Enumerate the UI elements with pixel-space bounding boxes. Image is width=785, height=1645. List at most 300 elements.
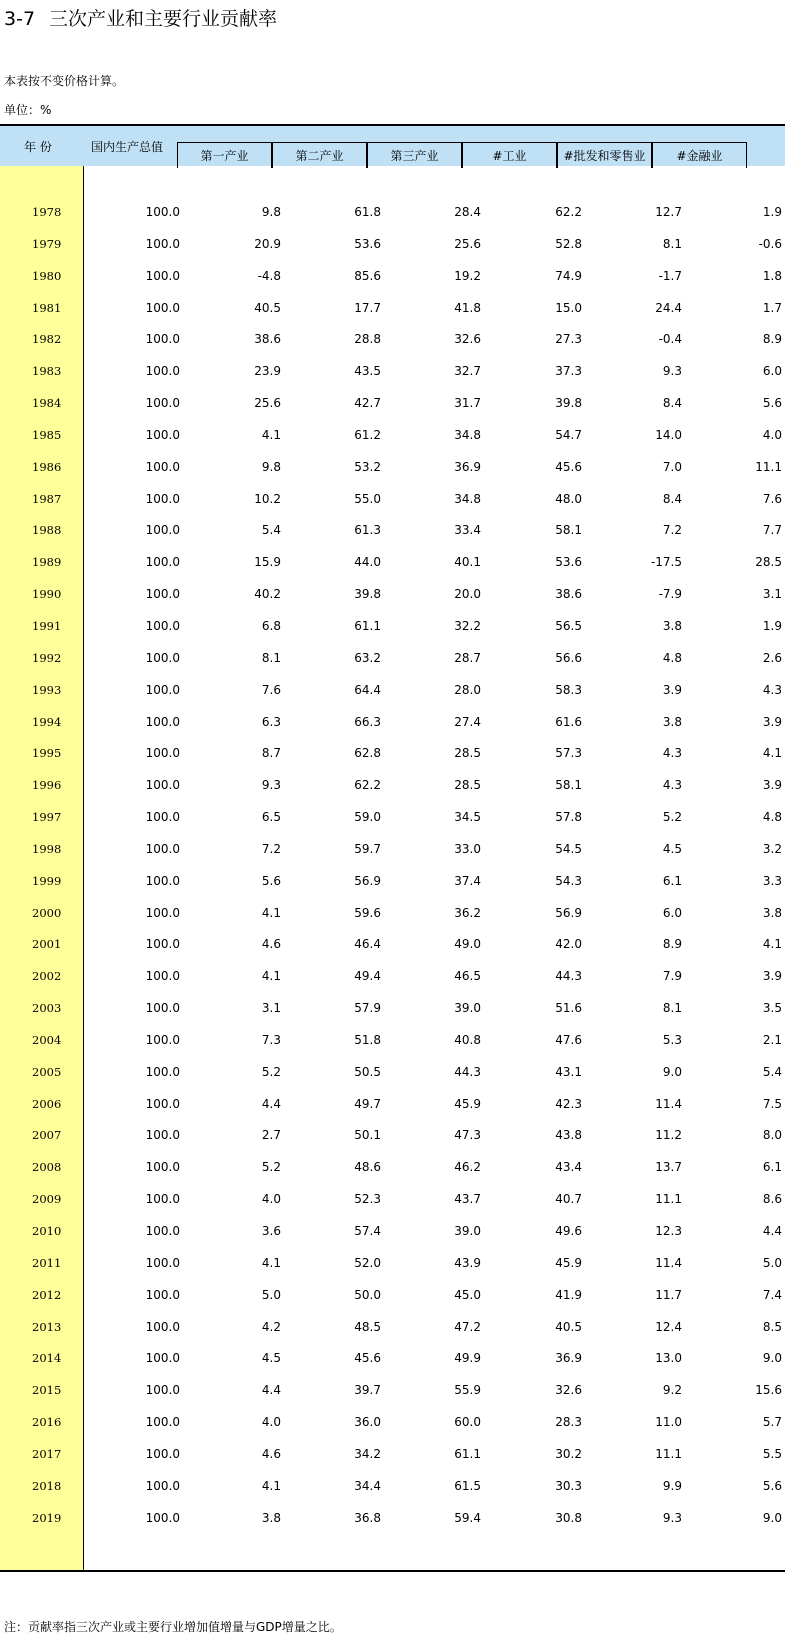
cell-industry: 15.0 (555, 300, 582, 315)
cell-finance: 4.4 (762, 1224, 782, 1238)
table-row (0, 651, 785, 683)
cell-wholesale: 9.3 (662, 1510, 682, 1525)
cell-wholesale: 3.8 (662, 618, 682, 633)
cell-finance: 7.7 (762, 523, 782, 538)
cell-finance: 9.0 (762, 1351, 782, 1366)
cell-industry: 54.3 (555, 873, 582, 888)
table-row (0, 1383, 785, 1415)
cell-gdp: 100.0 (145, 1064, 180, 1079)
cell-primary: 4.1 (261, 969, 281, 984)
cell-industry: 42.3 (555, 1096, 582, 1111)
cell-industry: 38.6 (555, 587, 582, 602)
cell-primary: 4.6 (261, 1446, 281, 1461)
cell-industry: 39.8 (555, 396, 582, 411)
cell-tertiary: 34.8 (454, 491, 481, 506)
cell-secondary: 50.1 (354, 1128, 381, 1143)
page-title (4, 4, 277, 31)
cell-year: 2010 (32, 1224, 62, 1238)
cell-wholesale: 12.3 (655, 1224, 682, 1238)
table-row (0, 778, 785, 810)
cell-tertiary: 44.3 (454, 1064, 481, 1079)
cell-wholesale: 7.0 (662, 459, 682, 474)
cell-year: 2009 (32, 1192, 62, 1207)
cell-gdp: 100.0 (145, 1383, 180, 1398)
cell-primary: 4.4 (261, 1383, 281, 1398)
cell-gdp: 100.0 (145, 810, 180, 825)
cell-finance: 11.1 (755, 459, 782, 474)
cell-year: 2014 (32, 1351, 62, 1366)
cell-secondary: 59.0 (354, 810, 381, 825)
table-row (0, 269, 785, 301)
header-industry: #工业 (462, 142, 557, 168)
cell-finance: 1.9 (762, 618, 782, 633)
cell-wholesale: 4.8 (662, 650, 682, 665)
table-row (0, 205, 785, 237)
cell-finance: 3.2 (762, 841, 782, 856)
table-row (0, 1256, 785, 1288)
header-primary: 第一产业 (177, 142, 272, 168)
cell-primary: 4.1 (261, 1255, 281, 1270)
cell-wholesale: 11.1 (655, 1446, 682, 1461)
table-row (0, 428, 785, 460)
cell-year: 1981 (32, 300, 62, 315)
table-row (0, 906, 785, 938)
cell-industry: 45.6 (555, 459, 582, 474)
cell-secondary: 55.0 (354, 491, 381, 506)
cell-industry: 62.2 (555, 205, 582, 219)
cell-gdp: 100.0 (145, 1096, 180, 1111)
cell-wholesale: 11.4 (655, 1096, 682, 1111)
cell-gdp: 100.0 (145, 905, 180, 920)
cell-tertiary: 33.0 (454, 841, 481, 856)
cell-primary: 25.6 (254, 396, 281, 411)
cell-industry: 42.0 (555, 937, 582, 952)
table-row (0, 683, 785, 715)
cell-finance: 15.6 (755, 1383, 782, 1398)
table-row (0, 715, 785, 747)
cell-primary: 4.1 (261, 905, 281, 920)
cell-year: 1997 (32, 810, 62, 825)
cell-gdp: 100.0 (145, 682, 180, 697)
cell-finance: 6.1 (762, 1160, 782, 1175)
cell-wholesale: 3.8 (662, 714, 682, 729)
cell-finance: 3.8 (762, 905, 782, 920)
cell-year: 2002 (32, 969, 62, 984)
cell-finance: 6.0 (762, 364, 782, 379)
cell-primary: 3.6 (261, 1224, 281, 1238)
table-body (0, 205, 785, 1542)
cell-wholesale: 9.9 (662, 1478, 682, 1493)
cell-tertiary: 36.9 (454, 459, 481, 474)
cell-primary: 4.0 (261, 1415, 281, 1430)
cell-wholesale: 12.7 (655, 205, 682, 219)
header-year: 年 份 (24, 140, 52, 154)
cell-secondary: 49.4 (354, 969, 381, 984)
cell-primary: 5.2 (261, 1160, 281, 1175)
cell-primary: 9.3 (261, 778, 281, 793)
table-row (0, 587, 785, 619)
cell-primary: 40.5 (254, 300, 281, 315)
cell-gdp: 100.0 (145, 1287, 180, 1302)
cell-primary: 6.8 (261, 618, 281, 633)
table-row (0, 874, 785, 906)
cell-year: 2003 (32, 1001, 62, 1016)
cell-industry: 36.9 (555, 1351, 582, 1366)
cell-primary: 23.9 (254, 364, 281, 379)
table-row (0, 396, 785, 428)
cell-primary: 5.6 (261, 873, 281, 888)
cell-finance: 5.7 (762, 1415, 782, 1430)
cell-year: 1991 (32, 618, 62, 633)
cell-wholesale: 8.1 (662, 236, 682, 251)
cell-year: 2001 (32, 937, 62, 952)
table-row (0, 1128, 785, 1160)
table-row (0, 460, 785, 492)
cell-gdp: 100.0 (145, 1224, 180, 1238)
table-row (0, 1097, 785, 1129)
cell-year: 1982 (32, 332, 62, 347)
cell-secondary: 39.7 (354, 1383, 381, 1398)
cell-wholesale: 5.2 (662, 810, 682, 825)
cell-wholesale: 3.9 (662, 682, 682, 697)
cell-finance: 7.5 (762, 1096, 782, 1111)
table-row (0, 619, 785, 651)
cell-secondary: 36.0 (354, 1415, 381, 1430)
cell-gdp: 100.0 (145, 523, 180, 538)
cell-year: 2007 (32, 1128, 62, 1143)
cell-tertiary: 28.5 (454, 746, 481, 761)
cell-primary: 7.3 (261, 1032, 281, 1047)
cell-gdp: 100.0 (145, 1319, 180, 1334)
table-row (0, 492, 785, 524)
cell-wholesale: 9.2 (662, 1383, 682, 1398)
cell-wholesale: 6.0 (662, 905, 682, 920)
cell-industry: 37.3 (555, 364, 582, 379)
cell-gdp: 100.0 (145, 1192, 180, 1207)
table-row (0, 1288, 785, 1320)
cell-industry: 44.3 (555, 969, 582, 984)
cell-tertiary: 28.4 (454, 205, 481, 219)
cell-secondary: 34.4 (354, 1478, 381, 1493)
cell-year: 1996 (32, 778, 62, 793)
table-row (0, 1224, 785, 1256)
cell-wholesale: -0.4 (658, 332, 682, 347)
cell-industry: 57.8 (555, 810, 582, 825)
cell-wholesale: 11.7 (655, 1287, 682, 1302)
cell-wholesale: 6.1 (662, 873, 682, 888)
cell-secondary: 52.3 (354, 1192, 381, 1207)
cell-secondary: 53.2 (354, 459, 381, 474)
cell-primary: 4.1 (261, 427, 281, 442)
cell-primary: 8.1 (261, 650, 281, 665)
cell-primary: 3.8 (261, 1510, 281, 1525)
cell-primary: 4.6 (261, 937, 281, 952)
cell-gdp: 100.0 (145, 1478, 180, 1493)
cell-industry: 53.6 (555, 555, 582, 570)
table-row (0, 937, 785, 969)
cell-secondary: 61.3 (354, 523, 381, 538)
table-row (0, 746, 785, 778)
cell-gdp: 100.0 (145, 1255, 180, 1270)
cell-year: 2017 (32, 1446, 62, 1461)
cell-finance: 4.0 (762, 427, 782, 442)
cell-year: 2005 (32, 1064, 62, 1079)
cell-wholesale: 4.5 (662, 841, 682, 856)
cell-wholesale: 14.0 (655, 427, 682, 442)
cell-year: 1984 (32, 396, 62, 411)
cell-year: 1978 (32, 205, 62, 219)
cell-secondary: 17.7 (354, 300, 381, 315)
table-row (0, 1479, 785, 1511)
cell-primary: 6.5 (261, 810, 281, 825)
cell-wholesale: 8.4 (662, 396, 682, 411)
cell-wholesale: 11.2 (655, 1128, 682, 1143)
table-row (0, 555, 785, 587)
cell-finance: 1.7 (762, 300, 782, 315)
cell-gdp: 100.0 (145, 969, 180, 984)
table-row (0, 969, 785, 1001)
cell-gdp: 100.0 (145, 618, 180, 633)
cell-secondary: 56.9 (354, 873, 381, 888)
cell-wholesale: 7.2 (662, 523, 682, 538)
cell-wholesale: -17.5 (650, 555, 682, 570)
cell-wholesale: 11.0 (655, 1415, 682, 1430)
header-gdp: 国内生产总值 (91, 140, 164, 154)
cell-wholesale: 4.3 (662, 778, 682, 793)
cell-industry: 43.8 (555, 1128, 582, 1143)
cell-wholesale: -1.7 (658, 268, 682, 283)
cell-tertiary: 25.6 (454, 236, 481, 251)
table-row (0, 301, 785, 333)
footnote: 注：贡献率指三次产业或主要行业增加值增量与GDP增量之比。 (4, 1620, 342, 1634)
cell-year: 1988 (32, 523, 62, 538)
cell-primary: 6.3 (261, 714, 281, 729)
cell-tertiary: 28.5 (454, 778, 481, 793)
cell-tertiary: 36.2 (454, 905, 481, 920)
cell-finance: 3.9 (762, 714, 782, 729)
cell-year: 1995 (32, 746, 62, 761)
cell-gdp: 100.0 (145, 1351, 180, 1366)
cell-primary: 9.8 (261, 205, 281, 219)
table-row (0, 810, 785, 842)
cell-year: 2018 (32, 1478, 62, 1493)
cell-gdp: 100.0 (145, 1446, 180, 1461)
cell-finance: 7.4 (762, 1287, 782, 1302)
cell-gdp: 100.0 (145, 1415, 180, 1430)
cell-primary: 9.8 (261, 459, 281, 474)
cell-wholesale: 5.3 (662, 1032, 682, 1047)
cell-wholesale: 24.4 (655, 300, 682, 315)
cell-primary: 10.2 (254, 491, 281, 506)
cell-primary: 38.6 (254, 332, 281, 347)
cell-secondary: 49.7 (354, 1096, 381, 1111)
table-bottom-border (0, 1570, 785, 1572)
cell-gdp: 100.0 (145, 491, 180, 506)
cell-secondary: 50.5 (354, 1064, 381, 1079)
cell-secondary: 62.8 (354, 746, 381, 761)
cell-industry: 41.9 (555, 1287, 582, 1302)
cell-secondary: 57.4 (354, 1224, 381, 1238)
cell-secondary: 48.6 (354, 1160, 381, 1175)
cell-tertiary: 32.6 (454, 332, 481, 347)
cell-industry: 51.6 (555, 1001, 582, 1016)
cell-tertiary: 19.2 (454, 268, 481, 283)
cell-finance: 5.0 (762, 1255, 782, 1270)
unit-label: 单位：% (4, 103, 52, 117)
cell-industry: 43.1 (555, 1064, 582, 1079)
cell-year: 1989 (32, 555, 62, 570)
cell-gdp: 100.0 (145, 937, 180, 952)
cell-finance: 9.0 (762, 1510, 782, 1525)
cell-primary: 4.4 (261, 1096, 281, 1111)
cell-secondary: 63.2 (354, 650, 381, 665)
cell-gdp: 100.0 (145, 746, 180, 761)
cell-tertiary: 40.8 (454, 1032, 481, 1047)
cell-wholesale: 11.1 (655, 1192, 682, 1207)
cell-year: 1987 (32, 491, 62, 506)
cell-tertiary: 41.8 (454, 300, 481, 315)
cell-wholesale: 11.4 (655, 1255, 682, 1270)
cell-industry: 45.9 (555, 1255, 582, 1270)
cell-primary: 4.1 (261, 1478, 281, 1493)
cell-industry: 58.1 (555, 523, 582, 538)
cell-wholesale: 8.4 (662, 491, 682, 506)
cell-gdp: 100.0 (145, 1160, 180, 1175)
cell-secondary: 28.8 (354, 332, 381, 347)
cell-tertiary: 32.7 (454, 364, 481, 379)
cell-secondary: 36.8 (354, 1510, 381, 1525)
cell-finance: 4.3 (762, 682, 782, 697)
cell-tertiary: 34.5 (454, 810, 481, 825)
cell-year: 1985 (32, 427, 62, 442)
cell-wholesale: -7.9 (658, 587, 682, 602)
table-row (0, 1001, 785, 1033)
cell-primary: 4.2 (261, 1319, 281, 1334)
table-row (0, 1320, 785, 1352)
cell-year: 1993 (32, 682, 62, 697)
cell-gdp: 100.0 (145, 650, 180, 665)
cell-tertiary: 20.0 (454, 587, 481, 602)
cell-industry: 58.1 (555, 778, 582, 793)
cell-year: 1979 (32, 236, 62, 251)
cell-finance: 28.5 (755, 555, 782, 570)
cell-year: 1983 (32, 364, 62, 379)
cell-industry: 40.7 (555, 1192, 582, 1207)
header-wholesale: #批发和零售业 (557, 142, 652, 168)
cell-industry: 61.6 (555, 714, 582, 729)
table-row (0, 1447, 785, 1479)
cell-year: 2006 (32, 1096, 62, 1111)
cell-primary: 5.4 (261, 523, 281, 538)
cell-gdp: 100.0 (145, 459, 180, 474)
cell-finance: 8.5 (762, 1319, 782, 1334)
cell-tertiary: 43.9 (454, 1255, 481, 1270)
cell-finance: 5.6 (762, 1478, 782, 1493)
cell-tertiary: 37.4 (454, 873, 481, 888)
cell-year: 1998 (32, 841, 62, 856)
table-number: 3-7 (4, 8, 36, 30)
cell-secondary: 61.2 (354, 427, 381, 442)
table-header (0, 124, 785, 166)
cell-year: 2016 (32, 1415, 62, 1430)
cell-gdp: 100.0 (145, 1032, 180, 1047)
cell-industry: 74.9 (555, 268, 582, 283)
cell-finance: 4.1 (762, 746, 782, 761)
cell-industry: 56.5 (555, 618, 582, 633)
table-row (0, 332, 785, 364)
cell-primary: 7.2 (261, 841, 281, 856)
cell-gdp: 100.0 (145, 205, 180, 219)
cell-wholesale: 12.4 (655, 1319, 682, 1334)
cell-wholesale: 9.3 (662, 364, 682, 379)
cell-primary: 4.5 (261, 1351, 281, 1366)
cell-gdp: 100.0 (145, 841, 180, 856)
table-row (0, 1192, 785, 1224)
cell-gdp: 100.0 (145, 778, 180, 793)
cell-year: 2008 (32, 1160, 62, 1175)
cell-industry: 57.3 (555, 746, 582, 761)
table-row (0, 364, 785, 396)
table-row (0, 523, 785, 555)
cell-year: 2004 (32, 1032, 62, 1047)
cell-tertiary: 43.7 (454, 1192, 481, 1207)
cell-gdp: 100.0 (145, 268, 180, 283)
cell-wholesale: 13.0 (655, 1351, 682, 1366)
cell-tertiary: 34.8 (454, 427, 481, 442)
cell-gdp: 100.0 (145, 300, 180, 315)
cell-tertiary: 45.9 (454, 1096, 481, 1111)
cell-industry: 40.5 (555, 1319, 582, 1334)
cell-wholesale: 4.3 (662, 746, 682, 761)
cell-year: 1992 (32, 650, 62, 665)
cell-secondary: 44.0 (354, 555, 381, 570)
cell-gdp: 100.0 (145, 873, 180, 888)
cell-secondary: 50.0 (354, 1287, 381, 1302)
cell-tertiary: 60.0 (454, 1415, 481, 1430)
cell-gdp: 100.0 (145, 396, 180, 411)
cell-primary: 4.0 (261, 1192, 281, 1207)
cell-wholesale: 9.0 (662, 1064, 682, 1079)
cell-gdp: 100.0 (145, 1510, 180, 1525)
cell-wholesale: 8.9 (662, 937, 682, 952)
cell-gdp: 100.0 (145, 555, 180, 570)
cell-tertiary: 31.7 (454, 396, 481, 411)
cell-industry: 58.3 (555, 682, 582, 697)
cell-finance: 3.3 (762, 873, 782, 888)
cell-tertiary: 28.7 (454, 650, 481, 665)
cell-industry: 56.6 (555, 650, 582, 665)
table-row (0, 1033, 785, 1065)
cell-industry: 54.7 (555, 427, 582, 442)
cell-year: 1986 (32, 459, 62, 474)
cell-year: 2013 (32, 1319, 62, 1334)
table-row (0, 237, 785, 269)
cell-secondary: 57.9 (354, 1001, 381, 1016)
table-title: 三次产业和主要行业贡献率 (49, 8, 278, 30)
cell-gdp: 100.0 (145, 427, 180, 442)
cell-finance: 5.5 (762, 1446, 782, 1461)
cell-year: 1999 (32, 873, 62, 888)
cell-tertiary: 49.9 (454, 1351, 481, 1366)
cell-primary: 3.1 (261, 1001, 281, 1016)
cell-tertiary: 28.0 (454, 682, 481, 697)
cell-tertiary: 27.4 (454, 714, 481, 729)
cell-secondary: 64.4 (354, 682, 381, 697)
cell-finance: 2.1 (762, 1032, 782, 1047)
header-tertiary: 第三产业 (367, 142, 462, 168)
cell-tertiary: 46.5 (454, 969, 481, 984)
cell-finance: 3.9 (762, 969, 782, 984)
